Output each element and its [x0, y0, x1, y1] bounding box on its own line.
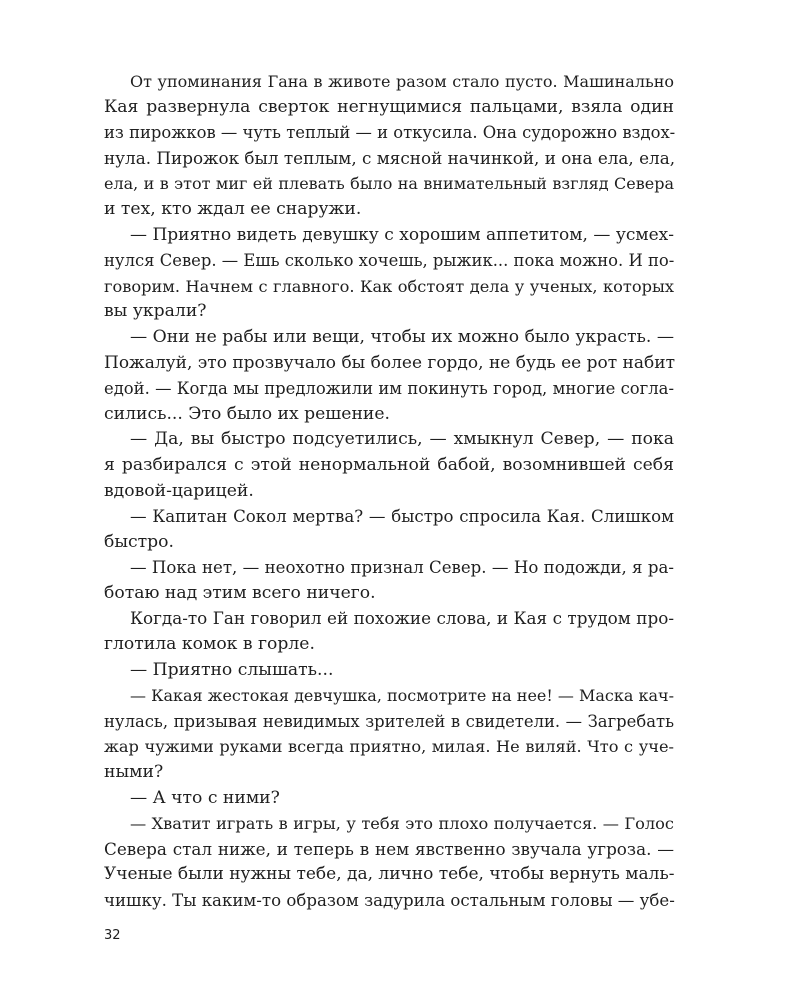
text-line: я разбирался с этой ненормальной бабой, возомнившей себя [104, 454, 674, 475]
text-line: — А что с ними? [130, 787, 280, 808]
text-line: чишку. Ты каким-то образом задурила остальным головы — убе- [104, 891, 675, 910]
page-number: 32 [104, 928, 121, 943]
text-line: Пожалуй, это прозвучало бы более гордо, не будь ее рот набит [104, 352, 675, 373]
text-line: говорим. Начнем с главного. Как обстоят дела у ученых, которых [104, 276, 674, 296]
text-line: Кая развернула сверток негнущимися пальцами, взяла один [104, 96, 674, 117]
text-line: ными? [104, 762, 164, 783]
text-line: ела, и в этот миг ей плевать было на внимательный взгляд Севера [104, 174, 674, 194]
text-line: Севера стал ниже, и теперь в нем явственно звучала угроза. — [104, 838, 674, 859]
text-line: От упоминания Гана в животе разом стало пусто. Машинально [130, 72, 674, 91]
text-line: — Они не рабы или вещи, чтобы их можно было украсть. — [130, 326, 675, 347]
body-text [104, 69, 674, 914]
text-line: из пирожков — чуть теплый — и откусила. Она судорожно вздох- [104, 123, 676, 143]
text-line: — Приятно видеть девушку с хорошим аппетитом, — усмех- [130, 224, 674, 245]
text-line: и тех, кто ждал ее снаружи. [104, 198, 362, 219]
text-line: нула. Пирожок был теплым, с мясной начинкой, и она ела, ела, [104, 147, 676, 168]
text-line: — Хватит играть в игры, у тебя это плохо получается. — Голос [130, 814, 674, 834]
text-line: быстро. [104, 531, 174, 552]
text-line: — Да, вы быстро подсуетились, — хмыкнул Север, — пока [130, 429, 674, 450]
text-line: — Капитан Сокол мертва? — быстро спросила Кая. Слишком [130, 507, 674, 527]
text-line: ботаю над этим всего ничего. [104, 582, 376, 603]
text-line: нулась, призывая невидимых зрителей в свидетели. — Загребать [104, 711, 674, 731]
text-line: жар чужими руками всегда приятно, милая. Не виляй. Что с уче- [104, 737, 674, 757]
text-line: вы украли? [104, 301, 207, 322]
text-line: нулся Север. — Ешь сколько хочешь, рыжик... пока можно. И по- [104, 251, 675, 271]
text-line: сились... Это было их решение. [104, 403, 391, 424]
text-line: — Какая жестокая девчушка, посмотрите на нее! — Маска кач- [130, 686, 675, 706]
text-line: Ученые были нужны тебе, да, лично тебе, чтобы вернуть маль- [104, 864, 675, 885]
text-line: вдовой-царицей. [104, 480, 254, 501]
text-line: — Пока нет, — неохотно признал Север. — Но подожди, я ра- [130, 558, 674, 578]
text-line: — Приятно слышать... [130, 659, 334, 680]
text-line: глотила комок в горле. [104, 634, 315, 655]
text-line: едой. — Когда мы предложили им покинуть город, многие согла- [104, 379, 674, 399]
text-line: Когда-то Ган говорил ей похожие слова, и Кая с трудом про- [130, 608, 674, 629]
